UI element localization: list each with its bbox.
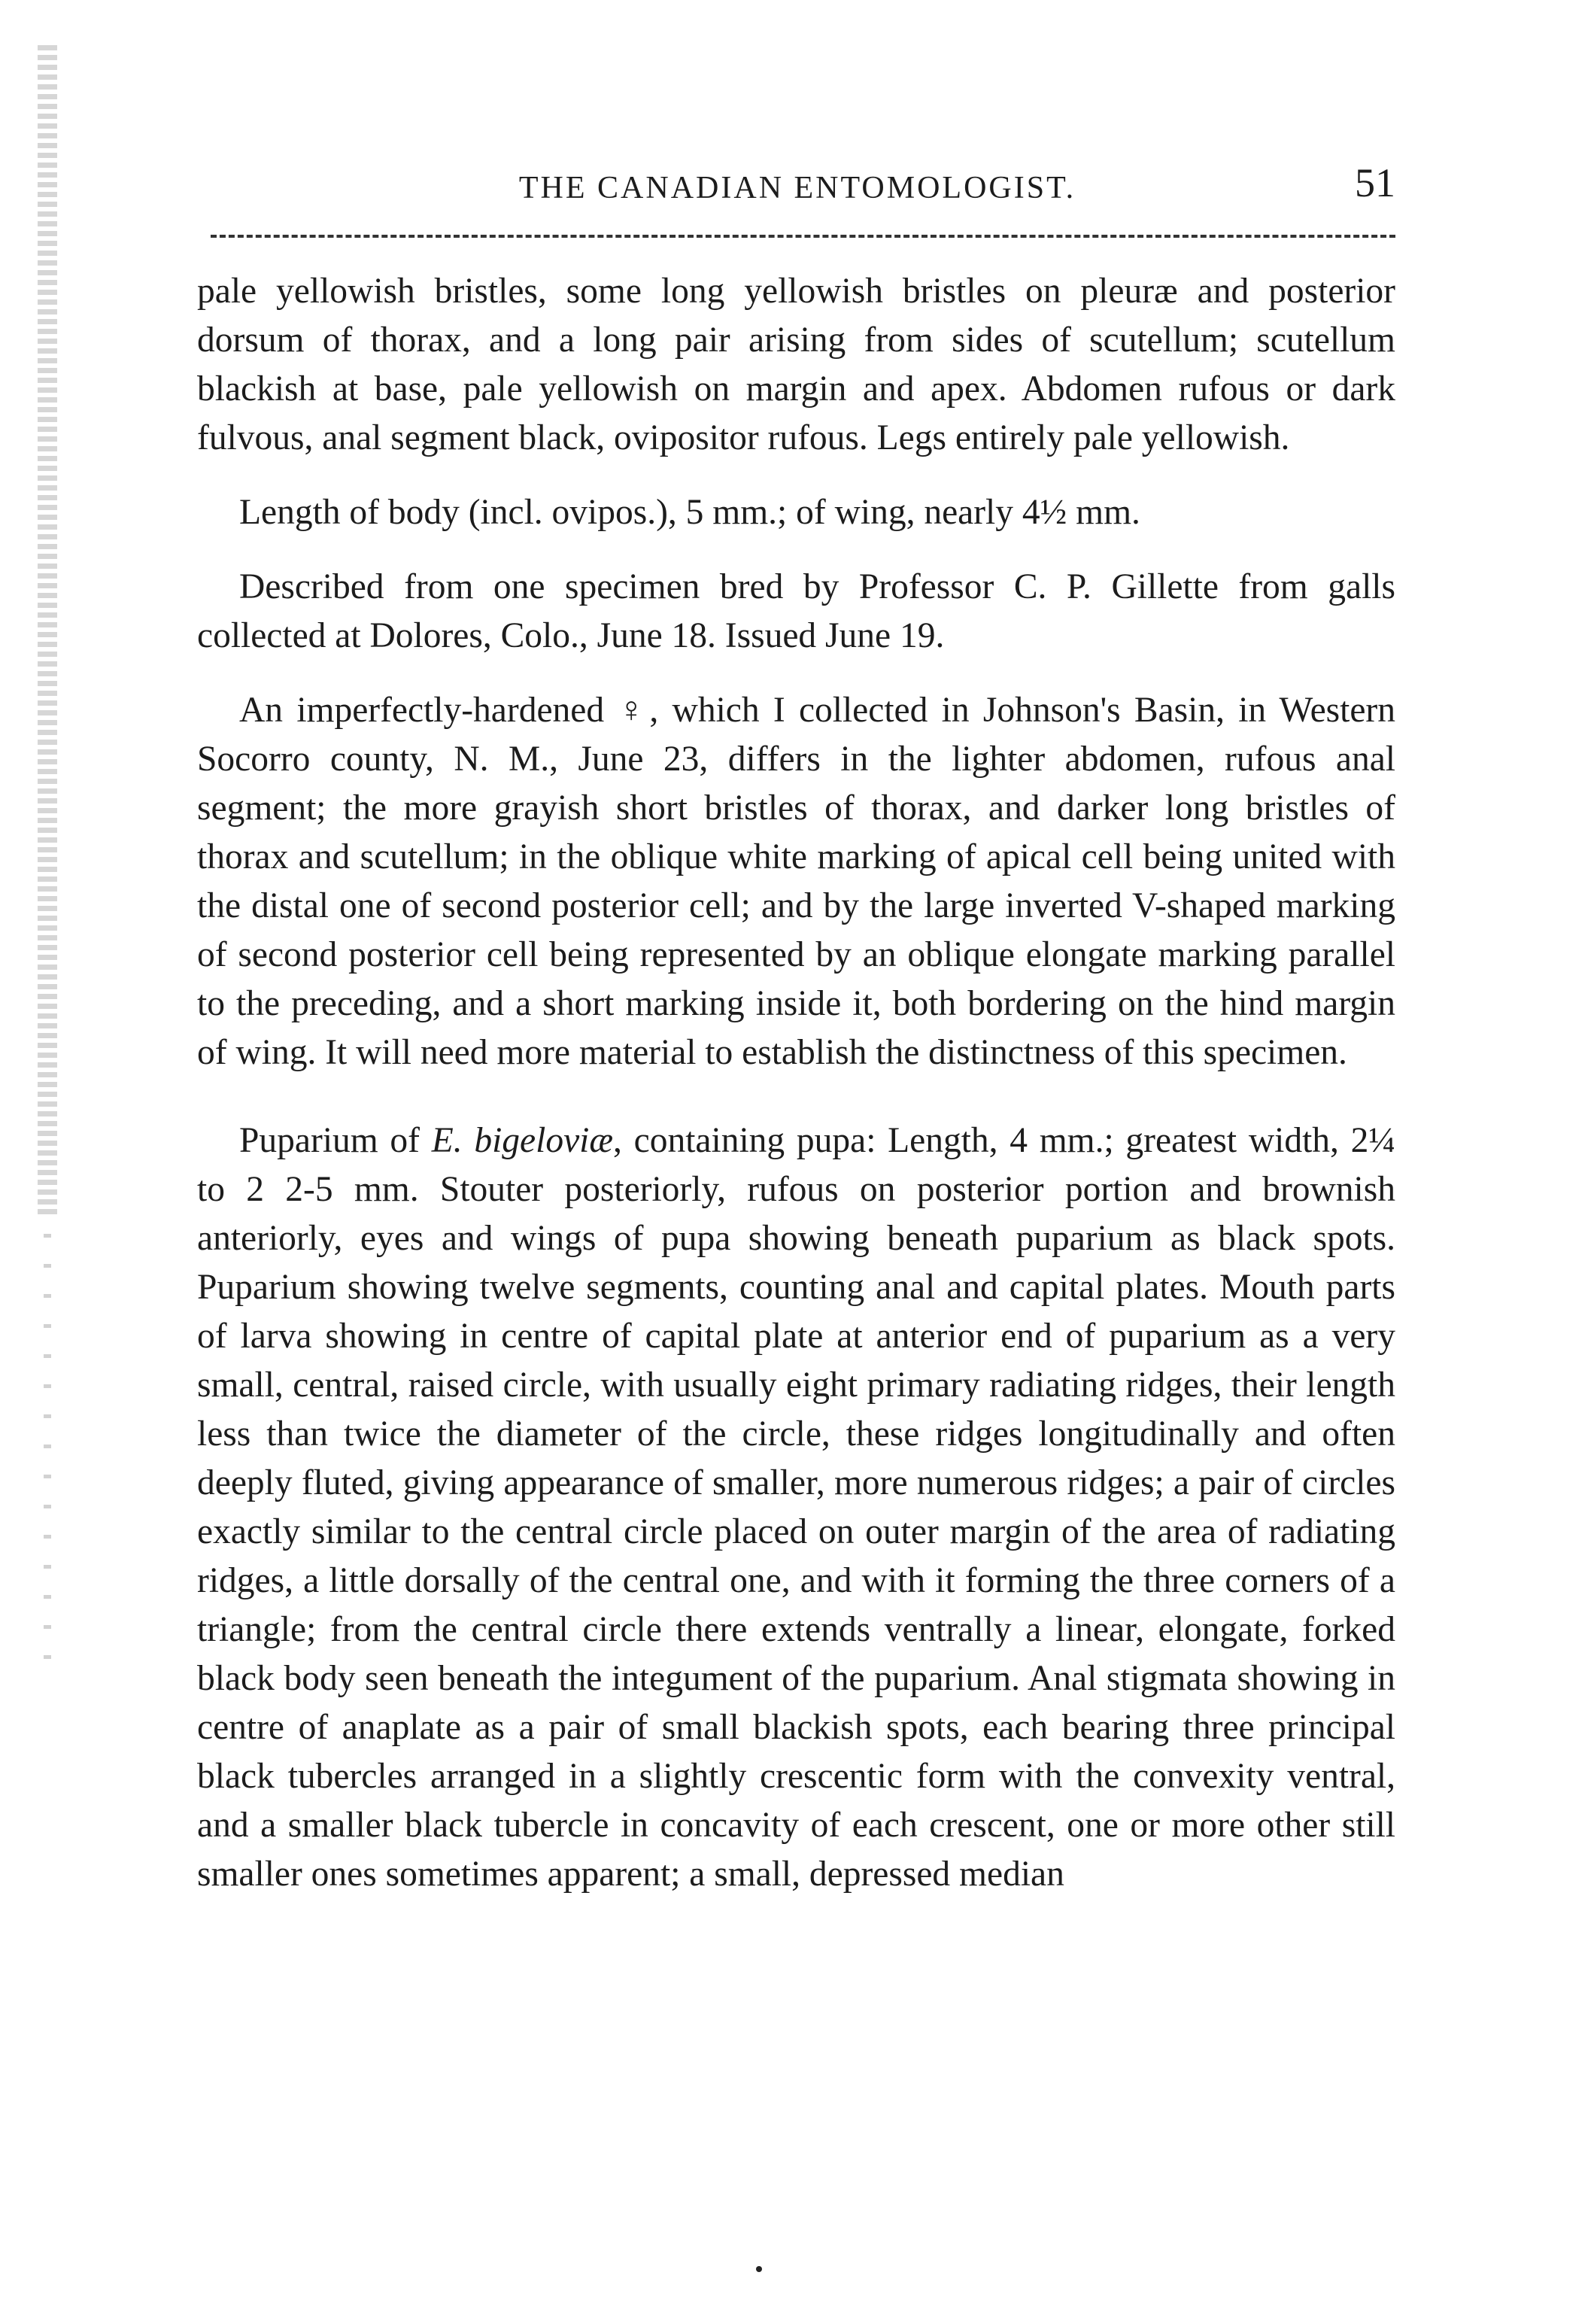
running-head — [199, 159, 1395, 212]
paragraph-imperfect-female: An imperfectly-hardened ♀, which I collected in Johnson's Basin, in Western Socorro county, N. M., June 23, differs in the lighter abdomen, rufous anal segment; the more grayish short bristles of thorax, and darker long bristles of thorax and scutellum; in the oblique white marking of apical cell being united with the distal one of second posterior cell; and by the large inverted V-shaped marking of second posterior cell being represented by an oblique elongate marking parallel to the preceding, and a short marking inside it, both bordering on the hind margin of wing. It will need more material to establish the distinctness of this specimen. — [197, 691, 1395, 1072]
paragraph-continued: pale yellowish bristles, some long yellowish bristles on pleuræ and posterior dorsum of thorax, and a long pair arising from sides of scutellum; scutellum blackish at base, pale yellowish on margin and apex. Abdomen rufous or dark fulvous, anal segment black, ovipositor rufous. Legs entirely pale yellowish. — [197, 272, 1395, 457]
page-number: 51 — [1355, 160, 1395, 205]
journal-title: THE CANADIAN ENTOMOLOGIST. — [518, 171, 1076, 205]
body-text — [197, 267, 1395, 1925]
paragraph-length: Length of body (incl. ovipos.), 5 mm.; of wing, nearly 4½ mm. — [239, 493, 1140, 532]
species-name: E. bigeloviæ — [431, 1121, 614, 1160]
header-rule — [211, 235, 1395, 238]
binding-edge-marks — [44, 1234, 51, 1685]
puparium-text: , containing pupa: Length, 4 mm.; greatest width, 2¼ to 2 2-5 mm. Stouter posteriorly, rufous on posterior portion and brownish anteriorly, eyes and wings of pupa showing beneath puparium as black spots. Puparium showing twelve segments, counting anal and capital plates. Mouth parts of larva showing in centre of capital plate at anterior end of puparium as a very small, central, raised circle, with usually eight primary radiating ridges, their length less than twice the diameter of the circle, these ridges longitudinally and often deeply fluted, giving appearance of smaller, more numerous ridges; a pair of circles exactly similar to the central circle placed on outer margin of the area of radiating ridges, a little dorsally of the central one, and with it forming the three corners of a triangle; from the central circle there extends ventrally a linear, elongate, forked black body seen beneath the integument of the puparium. Anal stigmata showing in centre of anaplate as a pair of small blackish spots, each bearing three principal black tubercles arranged in a slightly crescentic form with the convexity ventral, and a smaller black tubercle in concavity of each crescent, one or more other still smaller ones sometimes apparent; a small, depressed median — [197, 1121, 1395, 1894]
binding-edge-shadow — [38, 45, 57, 1219]
paragraph-puparium — [197, 1116, 1395, 1899]
puparium-lead: Puparium of — [239, 1121, 432, 1160]
page-mark — [756, 2266, 762, 2272]
paragraph-described: Described from one specimen bred by Professor C. P. Gillette from galls collected at Dolores, Colo., June 18. Issued June 19. — [197, 567, 1395, 655]
